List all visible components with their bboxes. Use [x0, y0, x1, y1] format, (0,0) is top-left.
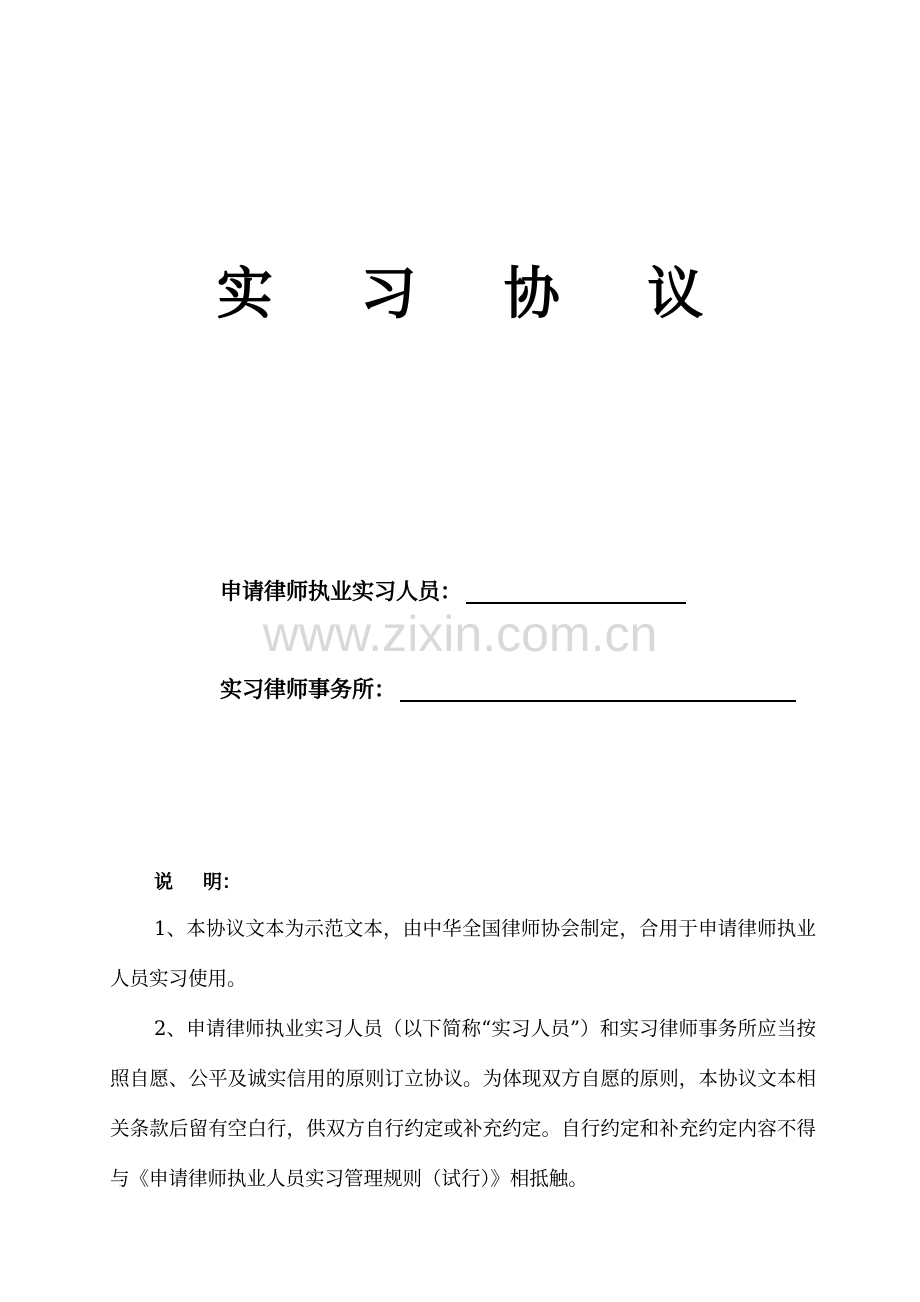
note-paragraph-1: 1、本协议文本为示范文本，由中华全国律师协会制定，合用于申请律师执业人员实习使用。 — [110, 917, 816, 990]
firm-field — [220, 672, 796, 706]
firm-blank-line[interactable] — [400, 680, 796, 702]
notes-heading — [154, 862, 241, 902]
page-title: 实 习 协 议 — [216, 261, 738, 327]
applicant-field — [220, 574, 686, 608]
notes-heading-part1: 说 — [154, 871, 174, 893]
note-paragraph-2: 2、申请律师执业实习人员（以下简称“实习人员”）和实习律师事务所应当按照自愿、公平及诚实信用的原则订立协议。为体现双方自愿的原则，本协议文本相关条款后留有空白行，供双方自行约定或补充约定。自行约定和补充约定内容不得与《申请律师执业人员实习管理规则（试行）》相抵触。 — [110, 1017, 816, 1190]
firm-label: 实习律师事务所： — [220, 678, 397, 703]
watermark: www.zixin.com.cn — [262, 606, 658, 662]
applicant-label: 申请律师执业实习人员： — [220, 580, 463, 605]
notes-heading-part2: 明： — [203, 871, 242, 893]
applicant-blank-line[interactable] — [466, 582, 686, 604]
